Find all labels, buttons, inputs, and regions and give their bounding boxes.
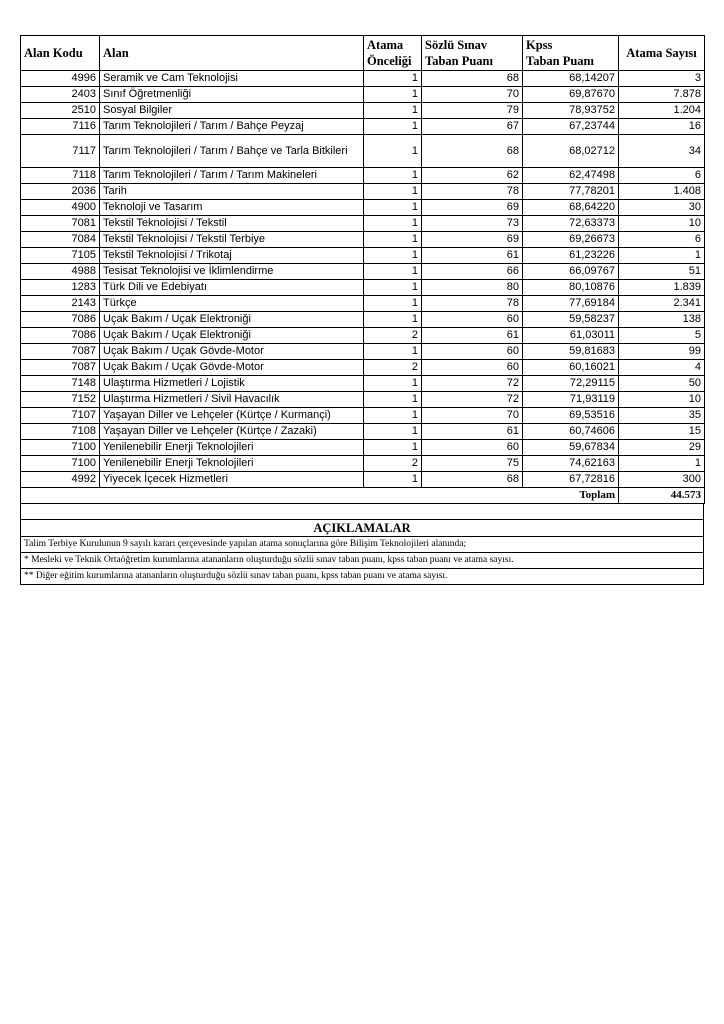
row-field-cell: Uçak Bakım / Uçak Elektroniği: [100, 328, 364, 344]
row-code-cell: 7087: [21, 360, 100, 376]
row-kpss-score-cell: 80,10876: [523, 280, 619, 296]
row-field-cell: Tarım Teknolojileri / Tarım / Bahçe ve Tarla Bitkileri: [100, 135, 364, 168]
row-kpss-score-cell: 59,67834: [523, 440, 619, 456]
row-kpss-score-cell: 74,62163: [523, 456, 619, 472]
row-count-cell: 29: [619, 440, 705, 456]
row-count-cell: 4: [619, 360, 705, 376]
table-row: [21, 472, 705, 488]
row-count-cell: 99: [619, 344, 705, 360]
row-priority-cell: 1: [364, 296, 422, 312]
row-code-cell: 7148: [21, 376, 100, 392]
row-field-cell: Ulaştırma Hizmetleri / Lojistik: [100, 376, 364, 392]
row-priority-cell: 1: [364, 248, 422, 264]
row-kpss-score-cell: 68,14207: [523, 71, 619, 87]
row-priority-cell: 1: [364, 440, 422, 456]
header-count: Atama Sayısı: [619, 36, 705, 71]
row-code-cell: 7117: [21, 135, 100, 168]
row-code-cell: 4900: [21, 200, 100, 216]
row-count-cell: 1.408: [619, 184, 705, 200]
table-row: [21, 200, 705, 216]
row-field-cell: Tarım Teknolojileri / Tarım / Tarım Makineleri: [100, 168, 364, 184]
row-code-cell: 2036: [21, 184, 100, 200]
row-priority-cell: 1: [364, 184, 422, 200]
row-oral-score-cell: 72: [422, 392, 523, 408]
row-priority-cell: 1: [364, 71, 422, 87]
row-field-cell: Tarih: [100, 184, 364, 200]
notes-table: [20, 504, 704, 585]
table-body: [21, 71, 705, 488]
note-line: Talim Terbiye Kurulunun 9 sayılı kararı çerçevesinde yapılan atama sonuçlarına göre Bilişim Teknolojileri alanında;: [21, 537, 704, 553]
table-row: [21, 264, 705, 280]
table-row: [21, 312, 705, 328]
row-kpss-score-cell: 68,02712: [523, 135, 619, 168]
row-oral-score-cell: 70: [422, 87, 523, 103]
row-code-cell: 7100: [21, 456, 100, 472]
row-code-cell: 7081: [21, 216, 100, 232]
row-field-cell: Yenilenebilir Enerji Teknolojileri: [100, 456, 364, 472]
table-row: [21, 184, 705, 200]
total-value: 44.573: [619, 488, 705, 504]
row-kpss-score-cell: 60,16021: [523, 360, 619, 376]
row-count-cell: 5: [619, 328, 705, 344]
row-code-cell: 7087: [21, 344, 100, 360]
row-field-cell: Tarım Teknolojileri / Tarım / Bahçe Peyzaj: [100, 119, 364, 135]
table-row: [21, 232, 705, 248]
row-oral-score-cell: 61: [422, 424, 523, 440]
row-priority-cell: 1: [364, 472, 422, 488]
row-field-cell: Ulaştırma Hizmetleri / Sivil Havacılık: [100, 392, 364, 408]
row-kpss-score-cell: 72,29115: [523, 376, 619, 392]
row-field-cell: Tesisat Teknolojisi ve İklimlendirme: [100, 264, 364, 280]
total-label: Toplam: [21, 488, 619, 504]
row-code-cell: 2510: [21, 103, 100, 119]
table-row: [21, 119, 705, 135]
row-priority-cell: 1: [364, 408, 422, 424]
row-count-cell: 51: [619, 264, 705, 280]
row-field-cell: Seramik ve Cam Teknolojisi: [100, 71, 364, 87]
row-priority-cell: 1: [364, 280, 422, 296]
row-count-cell: 35: [619, 408, 705, 424]
row-kpss-score-cell: 62,47498: [523, 168, 619, 184]
row-priority-cell: 1: [364, 392, 422, 408]
row-code-cell: 7086: [21, 328, 100, 344]
row-oral-score-cell: 72: [422, 376, 523, 392]
row-priority-cell: 1: [364, 264, 422, 280]
row-count-cell: 7.878: [619, 87, 705, 103]
row-count-cell: 16: [619, 119, 705, 135]
row-oral-score-cell: 68: [422, 135, 523, 168]
table-row: [21, 392, 705, 408]
header-code: Alan Kodu: [21, 36, 100, 71]
row-oral-score-cell: 67: [422, 119, 523, 135]
row-kpss-score-cell: 77,78201: [523, 184, 619, 200]
table-row: [21, 360, 705, 376]
row-count-cell: 10: [619, 216, 705, 232]
row-oral-score-cell: 79: [422, 103, 523, 119]
row-kpss-score-cell: 59,58237: [523, 312, 619, 328]
row-field-cell: Sosyal Bilgiler: [100, 103, 364, 119]
row-code-cell: 7105: [21, 248, 100, 264]
row-count-cell: 1.204: [619, 103, 705, 119]
row-field-cell: Yenilenebilir Enerji Teknolojileri: [100, 440, 364, 456]
row-kpss-score-cell: 78,93752: [523, 103, 619, 119]
row-priority-cell: 1: [364, 87, 422, 103]
table-row: [21, 168, 705, 184]
row-oral-score-cell: 68: [422, 472, 523, 488]
row-count-cell: 1: [619, 456, 705, 472]
row-code-cell: 1283: [21, 280, 100, 296]
row-count-cell: 34: [619, 135, 705, 168]
row-count-cell: 1.839: [619, 280, 705, 296]
row-oral-score-cell: 78: [422, 296, 523, 312]
table-row: [21, 280, 705, 296]
row-code-cell: 4996: [21, 71, 100, 87]
row-oral-score-cell: 69: [422, 200, 523, 216]
table-row: [21, 344, 705, 360]
row-kpss-score-cell: 69,87670: [523, 87, 619, 103]
row-oral-score-cell: 66: [422, 264, 523, 280]
row-code-cell: 7100: [21, 440, 100, 456]
row-kpss-score-cell: 61,03011: [523, 328, 619, 344]
table-header-row: [21, 36, 705, 71]
row-kpss-score-cell: 68,64220: [523, 200, 619, 216]
row-count-cell: 300: [619, 472, 705, 488]
row-oral-score-cell: 60: [422, 344, 523, 360]
row-priority-cell: 1: [364, 312, 422, 328]
row-priority-cell: 1: [364, 232, 422, 248]
header-field: Alan: [100, 36, 364, 71]
notes-title: AÇIKLAMALAR: [21, 520, 704, 537]
row-code-cell: 7084: [21, 232, 100, 248]
row-oral-score-cell: 68: [422, 71, 523, 87]
row-kpss-score-cell: 71,93119: [523, 392, 619, 408]
row-field-cell: Uçak Bakım / Uçak Elektroniği: [100, 312, 364, 328]
table-row: [21, 135, 705, 168]
row-oral-score-cell: 62: [422, 168, 523, 184]
table-row: [21, 376, 705, 392]
row-field-cell: Sınıf Öğretmenliği: [100, 87, 364, 103]
row-code-cell: 7107: [21, 408, 100, 424]
header-oral-score: Sözlü Sınav Taban Puanı: [422, 36, 523, 71]
row-count-cell: 1: [619, 248, 705, 264]
row-kpss-score-cell: 66,09767: [523, 264, 619, 280]
row-field-cell: Türkçe: [100, 296, 364, 312]
row-priority-cell: 1: [364, 168, 422, 184]
notes-spacer: [21, 504, 704, 520]
row-oral-score-cell: 70: [422, 408, 523, 424]
header-kpss-score: Kpss Taban Puanı: [523, 36, 619, 71]
row-count-cell: 10: [619, 392, 705, 408]
row-oral-score-cell: 61: [422, 328, 523, 344]
row-code-cell: 7118: [21, 168, 100, 184]
row-field-cell: Yaşayan Diller ve Lehçeler (Kürtçe / Zazaki): [100, 424, 364, 440]
row-oral-score-cell: 61: [422, 248, 523, 264]
row-field-cell: Teknoloji ve Tasarım: [100, 200, 364, 216]
row-code-cell: 2403: [21, 87, 100, 103]
row-field-cell: Uçak Bakım / Uçak Gövde-Motor: [100, 344, 364, 360]
document: [20, 35, 704, 585]
table-row: [21, 424, 705, 440]
table-row: [21, 87, 705, 103]
total-row: [21, 488, 705, 504]
row-code-cell: 4992: [21, 472, 100, 488]
row-code-cell: 4988: [21, 264, 100, 280]
table-row: [21, 296, 705, 312]
row-kpss-score-cell: 69,26673: [523, 232, 619, 248]
row-priority-cell: 2: [364, 328, 422, 344]
appointment-table: [20, 35, 705, 504]
row-priority-cell: 2: [364, 360, 422, 376]
row-count-cell: 2.341: [619, 296, 705, 312]
row-code-cell: 7108: [21, 424, 100, 440]
row-kpss-score-cell: 67,23744: [523, 119, 619, 135]
row-priority-cell: 1: [364, 424, 422, 440]
row-kpss-score-cell: 67,72816: [523, 472, 619, 488]
row-field-cell: Yiyecek İçecek Hizmetleri: [100, 472, 364, 488]
row-count-cell: 6: [619, 232, 705, 248]
row-priority-cell: 1: [364, 135, 422, 168]
row-priority-cell: 1: [364, 216, 422, 232]
row-priority-cell: 1: [364, 376, 422, 392]
row-oral-score-cell: 60: [422, 360, 523, 376]
table-row: [21, 456, 705, 472]
row-priority-cell: 1: [364, 344, 422, 360]
row-oral-score-cell: 69: [422, 232, 523, 248]
table-row: [21, 216, 705, 232]
row-code-cell: 7086: [21, 312, 100, 328]
row-kpss-score-cell: 61,23226: [523, 248, 619, 264]
row-oral-score-cell: 75: [422, 456, 523, 472]
row-kpss-score-cell: 72,63373: [523, 216, 619, 232]
row-field-cell: Yaşayan Diller ve Lehçeler (Kürtçe / Kurmançi): [100, 408, 364, 424]
row-count-cell: 15: [619, 424, 705, 440]
row-field-cell: Türk Dili ve Edebiyatı: [100, 280, 364, 296]
row-kpss-score-cell: 77,69184: [523, 296, 619, 312]
row-count-cell: 3: [619, 71, 705, 87]
table-row: [21, 440, 705, 456]
row-priority-cell: 1: [364, 200, 422, 216]
table-row: [21, 103, 705, 119]
row-count-cell: 138: [619, 312, 705, 328]
row-kpss-score-cell: 59,81683: [523, 344, 619, 360]
header-priority: Atama Önceliği: [364, 36, 422, 71]
note-line: ** Diğer eğitim kurumlarına atananların oluşturduğu sözlü sınav taban puanı, kpss taban puanı ve atama sayısı.: [21, 569, 704, 585]
row-count-cell: 6: [619, 168, 705, 184]
row-kpss-score-cell: 69,53516: [523, 408, 619, 424]
row-field-cell: Tekstil Teknolojisi / Tekstil Terbiye: [100, 232, 364, 248]
row-oral-score-cell: 73: [422, 216, 523, 232]
table-row: [21, 248, 705, 264]
row-code-cell: 7152: [21, 392, 100, 408]
table-row: [21, 328, 705, 344]
table-row: [21, 408, 705, 424]
row-oral-score-cell: 80: [422, 280, 523, 296]
row-priority-cell: 1: [364, 103, 422, 119]
row-kpss-score-cell: 60,74606: [523, 424, 619, 440]
row-priority-cell: 1: [364, 119, 422, 135]
row-oral-score-cell: 60: [422, 440, 523, 456]
row-field-cell: Tekstil Teknolojisi / Trikotaj: [100, 248, 364, 264]
row-code-cell: 2143: [21, 296, 100, 312]
row-oral-score-cell: 78: [422, 184, 523, 200]
row-count-cell: 30: [619, 200, 705, 216]
note-line: * Mesleki ve Teknik Ortaöğretim kurumlarına atananların oluşturduğu sözlü sınav taban puanı, kpss taban puanı ve atama sayısı.: [21, 553, 704, 569]
row-priority-cell: 2: [364, 456, 422, 472]
row-count-cell: 50: [619, 376, 705, 392]
table-row: [21, 71, 705, 87]
row-code-cell: 7116: [21, 119, 100, 135]
row-field-cell: Uçak Bakım / Uçak Gövde-Motor: [100, 360, 364, 376]
row-oral-score-cell: 60: [422, 312, 523, 328]
row-field-cell: Tekstil Teknolojisi / Tekstil: [100, 216, 364, 232]
